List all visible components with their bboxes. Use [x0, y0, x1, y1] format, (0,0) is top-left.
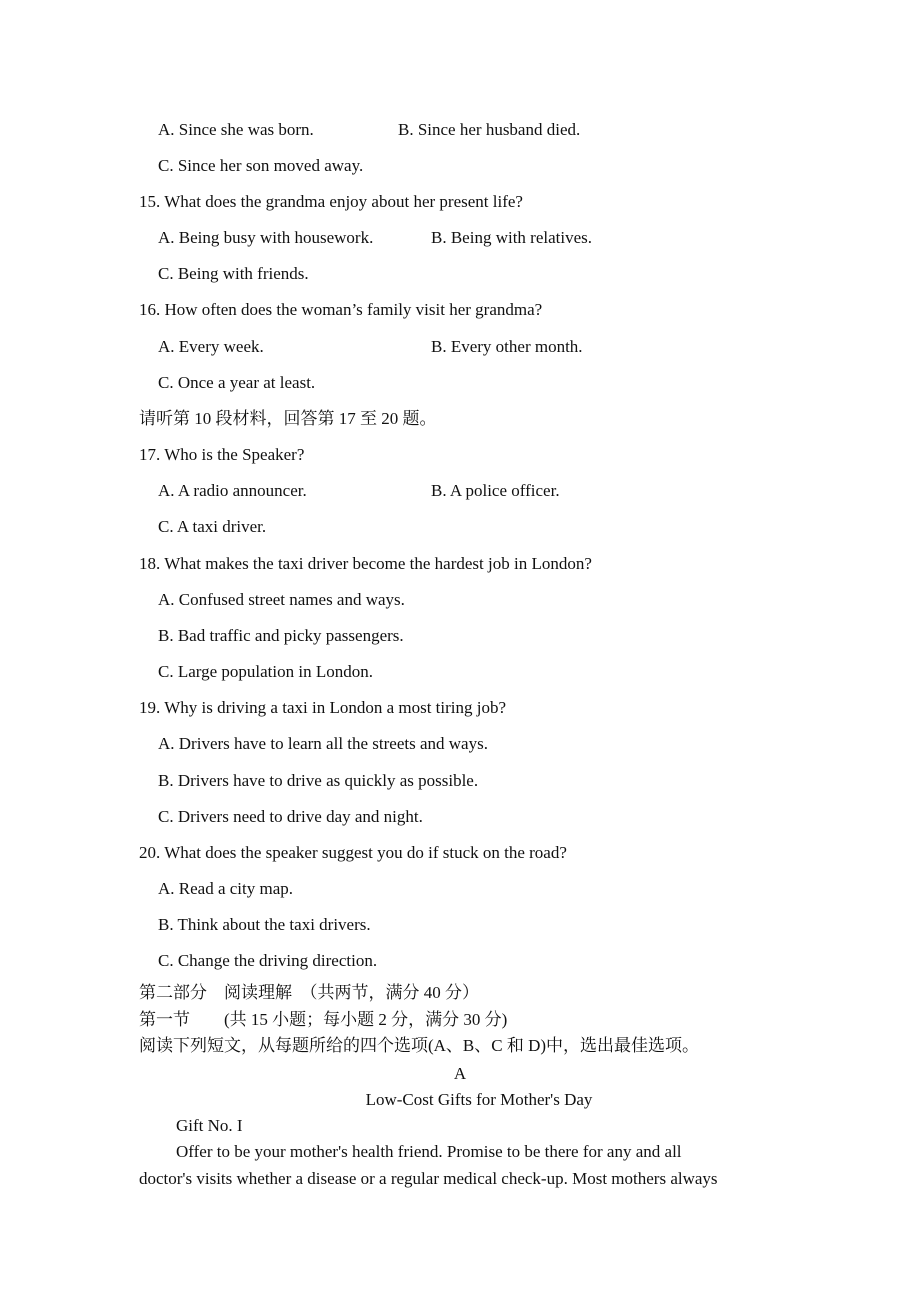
question-15: 15. What does the grandma enjoy about her present life?: [139, 192, 523, 211]
reading-instruction: 阅读下列短文，从每题所给的四个选项(A、B、C 和 D)中，选出最佳选项。: [139, 1036, 700, 1055]
part-two-heading: 第二部分 阅读理解 （共两节，满分 40 分）: [139, 983, 479, 1002]
option-16c: C. Once a year at least.: [158, 373, 316, 392]
option-15b: B. Being with relatives.: [431, 228, 593, 247]
option-20b: B. Think about the taxi drivers.: [158, 915, 371, 934]
option-16a: A. Every week.: [158, 337, 264, 356]
question-20: 20. What does the speaker suggest you do if stuck on the road?: [139, 843, 567, 862]
option-19a: A. Drivers have to learn all the streets and ways.: [158, 734, 488, 753]
option-15a: A. Being busy with housework.: [158, 228, 374, 247]
section-one-heading: 第一节 (共 15 小题；每小题 2 分，满分 30 分): [139, 1010, 508, 1029]
instruction-section-10: 请听第 10 段材料，回答第 17 至 20 题。: [139, 409, 437, 428]
question-17: 17. Who is the Speaker?: [139, 445, 305, 464]
option-18c: C. Large population in London.: [158, 662, 373, 681]
question-19: 19. Why is driving a taxi in London a most tiring job?: [139, 698, 507, 717]
option-16b: B. Every other month.: [431, 337, 583, 356]
paragraph-line: Offer to be your mother's health friend. Promise to be there for any and all: [176, 1142, 682, 1161]
option-17c: C. A taxi driver.: [158, 517, 267, 536]
option-17b: B. A police officer.: [431, 481, 560, 500]
option-18a: A. Confused street names and ways.: [158, 590, 405, 609]
option-20c: C. Change the driving direction.: [158, 951, 378, 970]
passage-letter: A: [453, 1064, 467, 1083]
option-20a: A. Read a city map.: [158, 879, 294, 898]
option-14b: B. Since her husband died.: [398, 120, 581, 139]
option-15c: C. Being with friends.: [158, 264, 309, 283]
paragraph-line: doctor's visits whether a disease or a regular medical check-up. Most mothers always: [139, 1169, 718, 1188]
gift-heading: Gift No. I: [176, 1116, 243, 1135]
option-17a: A. A radio announcer.: [158, 481, 307, 500]
question-18: 18. What makes the taxi driver become the hardest job in London?: [139, 554, 592, 573]
question-16: 16. How often does the woman’s family visit her grandma?: [139, 300, 543, 319]
option-19b: B. Drivers have to drive as quickly as possible.: [158, 771, 479, 790]
passage-title: Low-Cost Gifts for Mother's Day: [365, 1090, 593, 1109]
option-14a: A. Since she was born.: [158, 120, 314, 139]
option-14c: C. Since her son moved away.: [158, 156, 364, 175]
option-18b: B. Bad traffic and picky passengers.: [158, 626, 404, 645]
option-19c: C. Drivers need to drive day and night.: [158, 807, 423, 826]
